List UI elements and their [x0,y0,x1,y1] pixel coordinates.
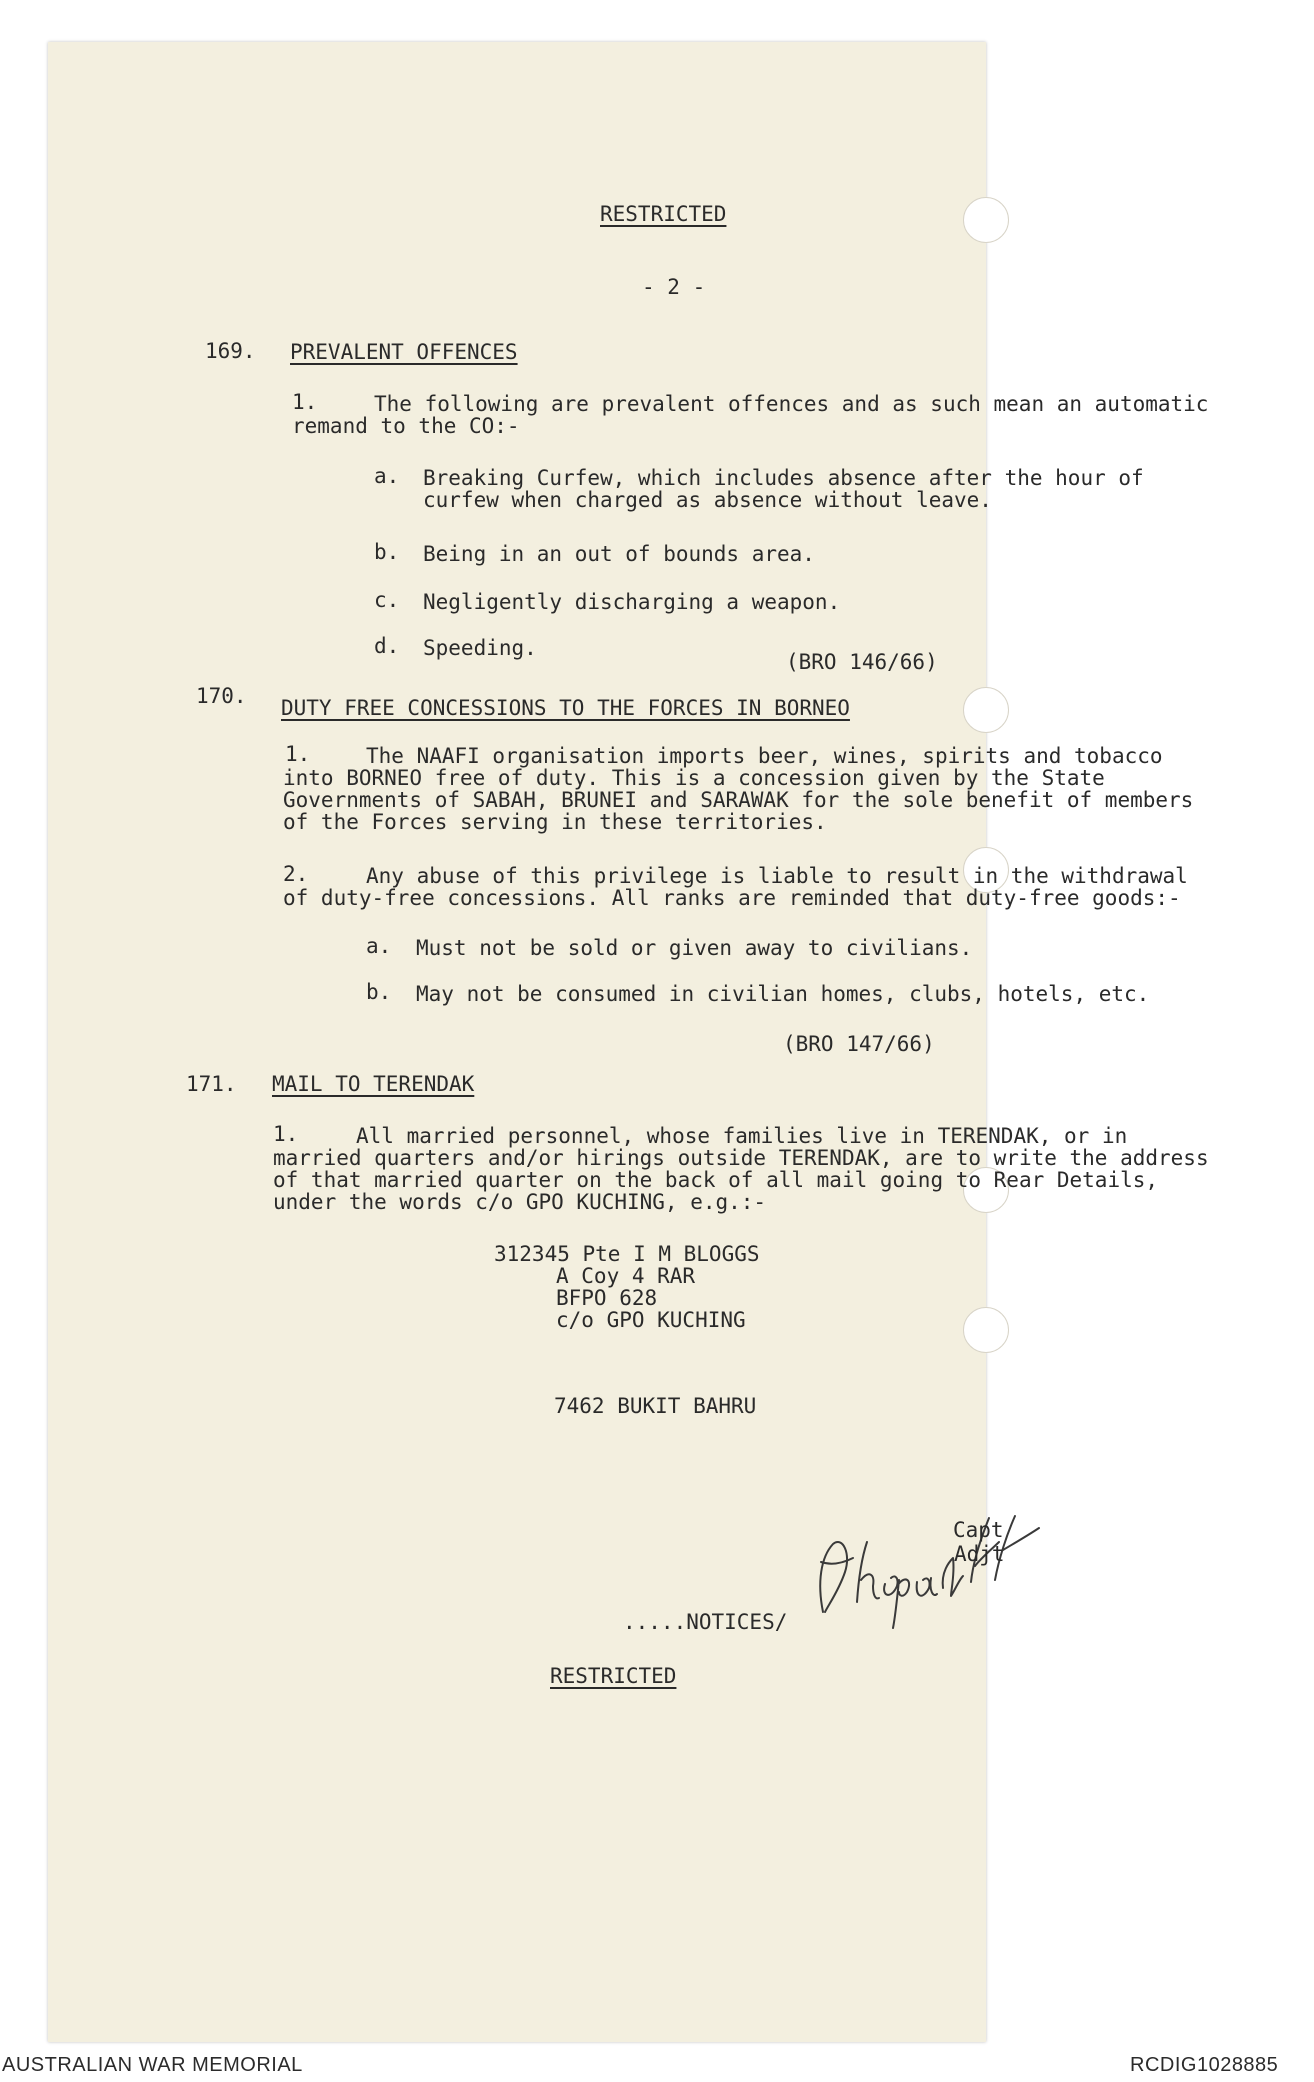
paragraph-number: 1. [285,742,311,766]
classification-header: RESTRICTED [600,202,727,226]
paragraph-line: The following are prevalent offences and as such mean an automatic [374,392,1209,416]
item-letter: b. [374,540,400,564]
reference-note: (BRO 146/66) [786,650,938,674]
item-line: curfew when charged as absence without leave. [423,488,992,512]
item-letter: d. [374,634,400,658]
reference-note: (BRO 147/66) [783,1032,935,1056]
item-line: Must not be sold or given away to civilians. [416,936,973,960]
signatory-rank: Capt [953,1518,1004,1542]
page-number: - 2 - [642,275,706,299]
address-line: A Coy 4 RAR [556,1264,696,1288]
section-title: MAIL TO TERENDAK [272,1072,475,1096]
paragraph-number: 2. [283,862,309,886]
classification-footer: RESTRICTED [550,1664,677,1688]
sign-off-location: 7462 BUKIT BAHRU [554,1394,757,1418]
paragraph-line: under the words c/o GPO KUCHING, e.g.:- [273,1190,767,1214]
item-line: Being in an out of bounds area. [423,542,815,566]
signatory-appointment: Adjt [954,1542,1005,1566]
bleed-through-text [398,267,1188,287]
item-line: May not be consumed in civilian homes, clubs, hotels, etc. [416,982,1150,1006]
section-number: 170. [196,684,247,708]
paragraph-line: married quarters and/or hirings outside TERENDAK, are to write the address [273,1146,1209,1170]
paragraph-line: All married personnel, whose families live in TERENDAK, or in [356,1124,1128,1148]
paragraph-line: remand to the CO:- [292,414,520,438]
section-title: DUTY FREE CONCESSIONS TO THE FORCES IN BORNEO [281,696,850,720]
paragraph-line: Governments of SABAH, BRUNEI and SARAWAK for the sole benefit of members [283,788,1194,812]
section-number: 169. [205,339,256,363]
continuation-note: .....NOTICES/ [623,1610,788,1634]
item-line: Breaking Curfew, which includes absence after the hour of [423,466,1144,490]
item-line: Negligently discharging a weapon. [423,590,841,614]
paragraph-line: The NAAFI organisation imports beer, wines, spirits and tobacco [366,744,1163,768]
paragraph-number: 1. [292,390,318,414]
paragraph-number: 1. [273,1122,299,1146]
paragraph-line: of the Forces serving in these territories. [283,810,827,834]
address-line: BFPO 628 [556,1286,658,1310]
item-line: Speeding. [423,636,537,660]
address-line: c/o GPO KUCHING [556,1308,746,1332]
paragraph-line: of duty-free concessions. All ranks are reminded that duty-free goods:- [283,886,1181,910]
address-line: 312345 Pte I M BLOGGS [494,1242,760,1266]
paragraph-line: Any abuse of this privilege is liable to result in the withdrawal [366,864,1188,888]
section-title: PREVALENT OFFENCES [290,340,518,364]
handwritten-signature [803,1462,1053,1632]
punch-hole [963,197,1009,243]
item-letter: a. [366,934,392,958]
archive-credit: AUSTRALIAN WAR MEMORIAL [2,2054,303,2076]
punch-hole [963,687,1009,733]
item-letter: a. [374,464,400,488]
item-letter: c. [374,588,400,612]
record-id: RCDIG1028885 [1130,2054,1279,2076]
punch-hole [963,1307,1009,1353]
item-letter: b. [366,980,392,1004]
section-number: 171. [186,1072,237,1096]
paragraph-line: of that married quarter on the back of all mail going to Rear Details, [273,1168,1159,1192]
paragraph-line: into BORNEO free of duty. This is a concession given by the State [283,766,1105,790]
document-page [48,42,1209,2042]
